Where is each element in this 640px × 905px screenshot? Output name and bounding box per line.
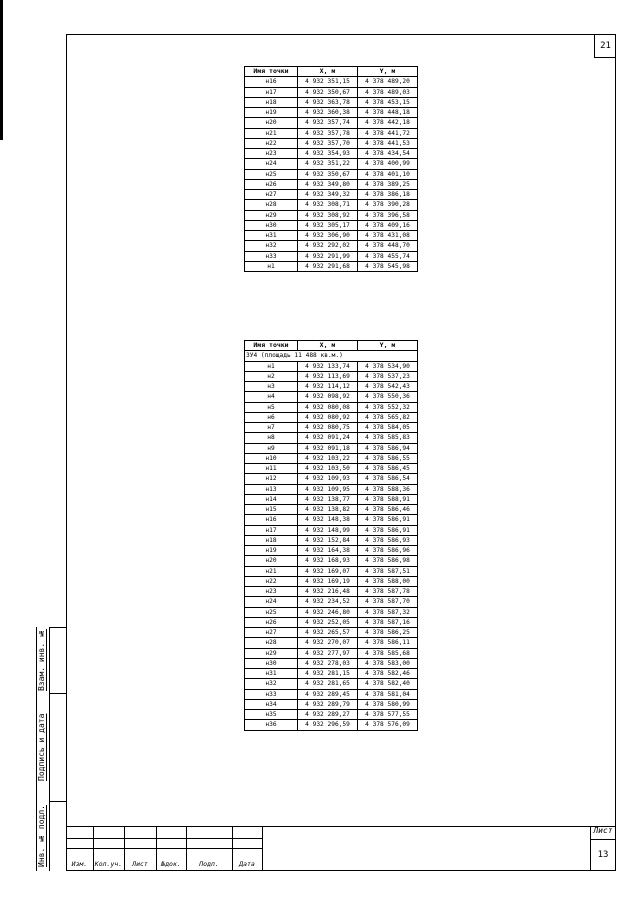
cell-x: 4 932 265,57: [298, 628, 358, 638]
cell-point-name: н15: [245, 505, 298, 515]
side-label-inv-no: Инв. № подл.: [37, 805, 46, 867]
table-row: [245, 179, 418, 189]
cell-y: 4 378 581,04: [358, 689, 418, 699]
table-row: [245, 556, 418, 566]
cell-x: 4 932 357,74: [298, 118, 358, 128]
table-row: [245, 220, 418, 230]
cell-y: 4 378 586,98: [358, 556, 418, 566]
cell-point-name: н32: [245, 679, 298, 689]
table-row: [245, 159, 418, 169]
cell-x: 4 932 292,02: [298, 241, 358, 251]
table-row: [245, 628, 418, 638]
section-title: ЗУ4 (площадь 11 488 кв.м.): [245, 351, 418, 361]
cell-x: 4 932 109,95: [298, 484, 358, 494]
table-row: [245, 423, 418, 433]
cell-x: 4 932 234,52: [298, 597, 358, 607]
cell-y: 4 378 396,58: [358, 210, 418, 220]
cell-y: 4 378 587,70: [358, 597, 418, 607]
cell-y: 4 378 552,32: [358, 402, 418, 412]
cell-y: 4 378 585,68: [358, 648, 418, 658]
table-row: [245, 251, 418, 261]
cell-y: 4 378 582,40: [358, 679, 418, 689]
cell-y: 4 378 586,54: [358, 474, 418, 484]
table-row: [245, 505, 418, 515]
cell-point-name: н31: [245, 231, 298, 241]
cell-point-name: н22: [245, 138, 298, 148]
table-row: [245, 149, 418, 159]
table-row: [245, 720, 418, 730]
table-row: [245, 515, 418, 525]
cell-y: 4 378 448,70: [358, 241, 418, 251]
cell-x: 4 932 091,24: [298, 433, 358, 443]
cell-point-name: н19: [245, 546, 298, 556]
cell-x: 4 932 114,12: [298, 382, 358, 392]
cell-y: 4 378 586,55: [358, 453, 418, 463]
table-row: [245, 484, 418, 494]
table-row: [245, 474, 418, 484]
table-row: [245, 402, 418, 412]
cell-y: 4 378 389,25: [358, 179, 418, 189]
col-header-y: Y, м: [358, 341, 418, 351]
cell-point-name: н8: [245, 433, 298, 443]
cell-y: 4 378 586,45: [358, 464, 418, 474]
cell-point-name: н34: [245, 699, 298, 709]
cell-x: 4 932 138,77: [298, 494, 358, 504]
table-row: [245, 433, 418, 443]
cell-point-name: н20: [245, 118, 298, 128]
cell-point-name: н16: [245, 515, 298, 525]
cell-y: 4 378 431,08: [358, 231, 418, 241]
table-row: [245, 190, 418, 200]
cell-x: 4 932 098,92: [298, 392, 358, 402]
cell-x: 4 932 281,15: [298, 669, 358, 679]
cell-y: 4 378 587,16: [358, 617, 418, 627]
cell-y: 4 378 586,93: [358, 535, 418, 545]
cell-y: 4 378 401,10: [358, 169, 418, 179]
stamp-label-doc-no: №док.: [161, 860, 181, 868]
cell-point-name: н11: [245, 464, 298, 474]
cell-y: 4 378 550,36: [358, 392, 418, 402]
cell-x: 4 932 350,67: [298, 87, 358, 97]
table-row: [245, 710, 418, 720]
table-row: [245, 241, 418, 251]
cell-y: 4 378 586,91: [358, 515, 418, 525]
cell-y: 4 378 409,16: [358, 220, 418, 230]
side-label-signature-date: Подпись и дата: [37, 713, 46, 781]
cell-y: 4 378 580,99: [358, 699, 418, 709]
table-row: [245, 77, 418, 87]
cell-y: 4 378 545,98: [358, 261, 418, 271]
cell-point-name: н5: [245, 402, 298, 412]
cell-point-name: н28: [245, 200, 298, 210]
table-row: [245, 443, 418, 453]
cell-point-name: н26: [245, 179, 298, 189]
stamp-label-sheet: Лист: [132, 860, 148, 868]
table-row: [245, 453, 418, 463]
cell-x: 4 932 351,15: [298, 77, 358, 87]
cell-y: 4 378 586,96: [358, 546, 418, 556]
cell-x: 4 932 138,82: [298, 505, 358, 515]
cell-y: 4 378 400,99: [358, 159, 418, 169]
cell-point-name: н14: [245, 494, 298, 504]
cell-y: 4 378 576,09: [358, 720, 418, 730]
cell-y: 4 378 537,23: [358, 371, 418, 381]
cell-point-name: н19: [245, 108, 298, 118]
cell-y: 4 378 489,20: [358, 77, 418, 87]
cell-x: 4 932 363,78: [298, 97, 358, 107]
cell-x: 4 932 357,70: [298, 138, 358, 148]
table-row: [245, 525, 418, 535]
cell-point-name: н27: [245, 628, 298, 638]
cell-x: 4 932 349,80: [298, 179, 358, 189]
cell-y: 4 378 386,18: [358, 190, 418, 200]
table-row: [245, 97, 418, 107]
cell-point-name: н20: [245, 556, 298, 566]
cell-y: 4 378 390,28: [358, 200, 418, 210]
cell-y: 4 378 587,51: [358, 566, 418, 576]
cell-point-name: н9: [245, 443, 298, 453]
table-row: [245, 597, 418, 607]
table-row: [245, 494, 418, 504]
cell-y: 4 378 584,05: [358, 423, 418, 433]
col-header-y: Y, м: [358, 67, 418, 77]
cell-point-name: н22: [245, 576, 298, 586]
cell-x: 4 932 152,84: [298, 535, 358, 545]
cell-point-name: н16: [245, 77, 298, 87]
table-row: [245, 546, 418, 556]
cell-x: 4 932 169,07: [298, 566, 358, 576]
cell-x: 4 932 080,75: [298, 423, 358, 433]
table-row: [245, 361, 418, 371]
table-row: [245, 87, 418, 97]
cell-point-name: н13: [245, 484, 298, 494]
table-row: [245, 566, 418, 576]
cell-point-name: н32: [245, 241, 298, 251]
cell-point-name: н23: [245, 587, 298, 597]
cell-x: 4 932 289,45: [298, 689, 358, 699]
cell-x: 4 932 080,92: [298, 412, 358, 422]
cell-x: 4 932 308,92: [298, 210, 358, 220]
cell-point-name: н29: [245, 648, 298, 658]
table-row: [245, 371, 418, 381]
cell-y: 4 378 586,94: [358, 443, 418, 453]
cell-x: 4 932 113,69: [298, 371, 358, 381]
side-label-replacement-inv: Взам. инв. №: [37, 629, 46, 691]
table-row: [245, 535, 418, 545]
cell-point-name: н27: [245, 190, 298, 200]
cell-x: 4 932 354,93: [298, 149, 358, 159]
cell-y: 4 378 453,15: [358, 97, 418, 107]
table-row: [245, 210, 418, 220]
cell-x: 4 932 350,67: [298, 169, 358, 179]
cell-point-name: н18: [245, 535, 298, 545]
cell-x: 4 932 246,80: [298, 607, 358, 617]
table-row: [245, 587, 418, 597]
cell-y: 4 378 586,11: [358, 638, 418, 648]
cell-x: 4 932 289,79: [298, 699, 358, 709]
col-header-point-name: Имя точки: [245, 341, 298, 351]
cell-x: 4 932 103,22: [298, 453, 358, 463]
sheet-number-top: 21: [594, 34, 616, 58]
cell-point-name: н25: [245, 607, 298, 617]
cell-point-name: н23: [245, 149, 298, 159]
cell-point-name: н10: [245, 453, 298, 463]
cell-y: 4 378 586,91: [358, 525, 418, 535]
table-row: [245, 200, 418, 210]
cell-x: 4 932 270,07: [298, 638, 358, 648]
cell-x: 4 932 148,99: [298, 525, 358, 535]
cell-y: 4 378 582,46: [358, 669, 418, 679]
cell-y: 4 378 448,18: [358, 108, 418, 118]
cell-x: 4 932 349,32: [298, 190, 358, 200]
cell-y: 4 378 586,46: [358, 505, 418, 515]
cell-y: 4 378 587,32: [358, 607, 418, 617]
table-row: [245, 689, 418, 699]
table-row: [245, 261, 418, 271]
side-stamp: [36, 627, 66, 871]
table-row: [245, 648, 418, 658]
cell-point-name: н6: [245, 412, 298, 422]
table-row: [245, 576, 418, 586]
cell-point-name: н24: [245, 159, 298, 169]
cell-y: 4 378 441,72: [358, 128, 418, 138]
cell-x: 4 932 357,78: [298, 128, 358, 138]
cell-point-name: н1: [245, 361, 298, 371]
table-row: [245, 464, 418, 474]
cell-x: 4 932 289,27: [298, 710, 358, 720]
cell-x: 4 932 168,93: [298, 556, 358, 566]
cell-x: 4 932 291,99: [298, 251, 358, 261]
cell-y: 4 378 588,91: [358, 494, 418, 504]
cell-x: 4 932 308,71: [298, 200, 358, 210]
table-row: [245, 118, 418, 128]
cell-y: 4 378 534,90: [358, 361, 418, 371]
table-row: [245, 128, 418, 138]
cell-y: 4 378 588,36: [358, 484, 418, 494]
col-header-x: X, м: [298, 341, 358, 351]
cell-y: 4 378 587,78: [358, 587, 418, 597]
table-row: [245, 699, 418, 709]
cell-x: 4 932 305,17: [298, 220, 358, 230]
cell-point-name: н21: [245, 128, 298, 138]
table-row: [245, 392, 418, 402]
cell-point-name: н1: [245, 261, 298, 271]
cell-x: 4 932 291,68: [298, 261, 358, 271]
cell-y: 4 378 585,83: [358, 433, 418, 443]
title-block: [66, 826, 616, 871]
cell-y: 4 378 586,25: [358, 628, 418, 638]
cell-point-name: н4: [245, 392, 298, 402]
cell-point-name: н24: [245, 597, 298, 607]
cell-point-name: н28: [245, 638, 298, 648]
cell-x: 4 932 080,08: [298, 402, 358, 412]
stamp-sheet-label: Лист: [593, 826, 613, 835]
cell-x: 4 932 133,74: [298, 361, 358, 371]
cell-y: 4 378 489,03: [358, 87, 418, 97]
cell-point-name: н33: [245, 689, 298, 699]
coordinates-table-1: [244, 66, 418, 272]
stamp-sheet-number: 13: [597, 850, 609, 860]
cell-point-name: н3: [245, 382, 298, 392]
cell-point-name: н33: [245, 251, 298, 261]
table-row: [245, 679, 418, 689]
cell-y: 4 378 442,18: [358, 118, 418, 128]
coordinates-table-2: [244, 340, 418, 731]
table-row: [245, 412, 418, 422]
cell-point-name: н18: [245, 97, 298, 107]
cell-y: 4 378 455,74: [358, 251, 418, 261]
stamp-label-count: Кол.уч.: [94, 860, 123, 868]
stamp-label-signature: Подп.: [199, 860, 219, 868]
cell-x: 4 932 216,48: [298, 587, 358, 597]
table-row: [245, 658, 418, 668]
table-row: [245, 231, 418, 241]
table-row: [245, 669, 418, 679]
cell-y: 4 378 434,54: [358, 149, 418, 159]
cell-x: 4 932 360,38: [298, 108, 358, 118]
cell-point-name: н21: [245, 566, 298, 576]
cell-point-name: н17: [245, 87, 298, 97]
cell-y: 4 378 441,53: [358, 138, 418, 148]
scan-edge-mark: [0, 0, 3, 140]
cell-point-name: н25: [245, 169, 298, 179]
cell-x: 4 932 277,97: [298, 648, 358, 658]
cell-point-name: н29: [245, 210, 298, 220]
cell-point-name: н31: [245, 669, 298, 679]
cell-x: 4 932 169,19: [298, 576, 358, 586]
cell-x: 4 932 296,59: [298, 720, 358, 730]
table-row: [245, 138, 418, 148]
col-header-x: X, м: [298, 67, 358, 77]
cell-x: 4 932 306,90: [298, 231, 358, 241]
cell-y: 4 378 565,82: [358, 412, 418, 422]
table-row: [245, 382, 418, 392]
table-row: [245, 607, 418, 617]
table-row: [245, 169, 418, 179]
cell-y: 4 378 588,00: [358, 576, 418, 586]
cell-point-name: н12: [245, 474, 298, 484]
cell-x: 4 932 252,05: [298, 617, 358, 627]
cell-point-name: н17: [245, 525, 298, 535]
cell-x: 4 932 091,18: [298, 443, 358, 453]
cell-x: 4 932 164,38: [298, 546, 358, 556]
cell-x: 4 932 148,38: [298, 515, 358, 525]
cell-y: 4 378 577,55: [358, 710, 418, 720]
cell-y: 4 378 542,43: [358, 382, 418, 392]
cell-point-name: н30: [245, 220, 298, 230]
cell-point-name: н7: [245, 423, 298, 433]
cell-point-name: н26: [245, 617, 298, 627]
cell-x: 4 932 103,50: [298, 464, 358, 474]
cell-y: 4 378 583,00: [358, 658, 418, 668]
cell-point-name: н30: [245, 658, 298, 668]
table-row: [245, 108, 418, 118]
cell-x: 4 932 281,65: [298, 679, 358, 689]
cell-point-name: н36: [245, 720, 298, 730]
cell-x: 4 932 109,93: [298, 474, 358, 484]
col-header-point-name: Имя точки: [245, 67, 298, 77]
stamp-label-change: Изм.: [71, 860, 88, 868]
stamp-label-date: Дата: [239, 860, 255, 868]
table-row: [245, 617, 418, 627]
cell-point-name: н2: [245, 371, 298, 381]
cell-x: 4 932 351,22: [298, 159, 358, 169]
cell-x: 4 932 278,03: [298, 658, 358, 668]
cell-point-name: н35: [245, 710, 298, 720]
table-row: [245, 638, 418, 648]
